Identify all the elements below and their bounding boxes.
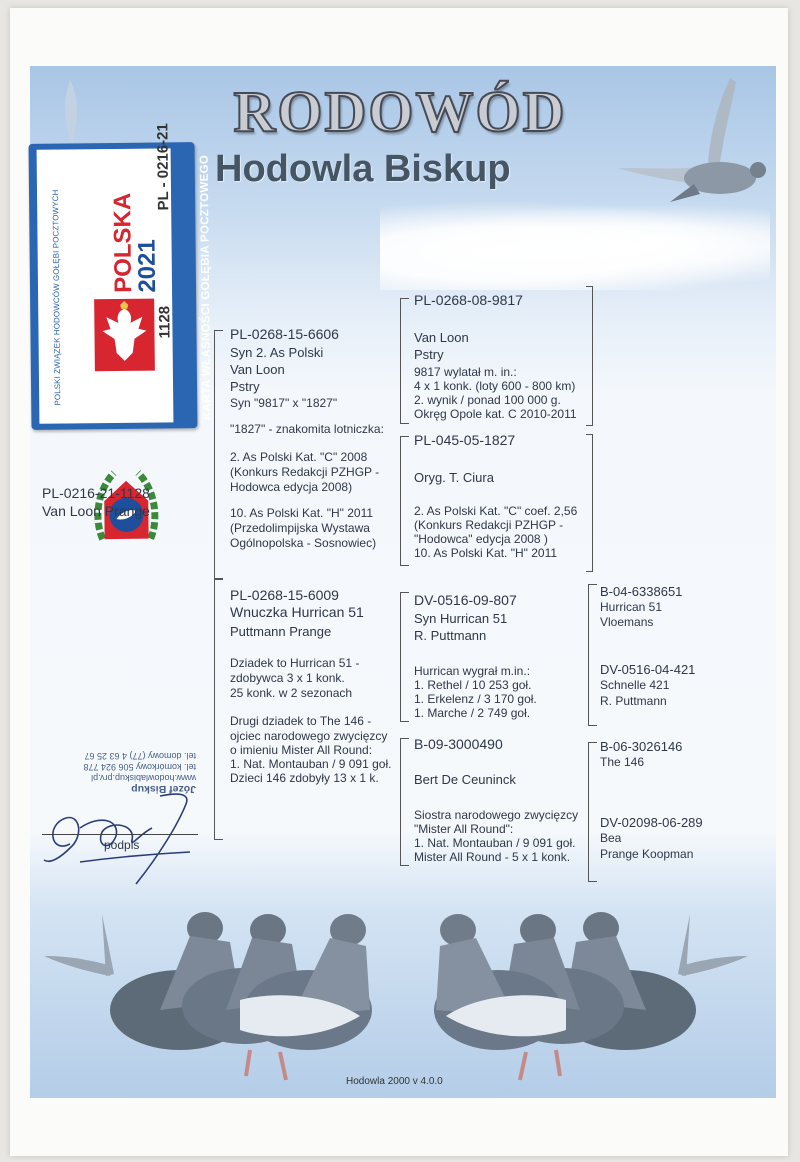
ff-line: Pstry bbox=[414, 347, 444, 362]
mm-ring: B-09-3000490 bbox=[414, 736, 503, 752]
father-note: (Przedolimpijska Wystawa bbox=[230, 521, 370, 535]
card-association: POLSKI ZWIĄZEK HODOWCÓW GOŁĘBI POCZTOWYCH bbox=[50, 189, 63, 406]
father-line: Syn "9817" x "1827" bbox=[230, 396, 338, 410]
mother-note: o imieniu Mister All Round: bbox=[230, 743, 373, 757]
stamp-url: www.hodowlabiskup.prv.pl bbox=[91, 773, 196, 783]
mfm-line: Schnelle 421 bbox=[600, 678, 670, 692]
signature-scribble-icon bbox=[40, 784, 200, 890]
bracket-fm-right bbox=[586, 434, 593, 572]
bracket-mother bbox=[214, 578, 223, 840]
bracket-mf bbox=[400, 592, 409, 722]
page-title: RODOWÓD bbox=[233, 79, 567, 144]
wing-decoration-icon bbox=[58, 78, 88, 148]
ownership-card bbox=[29, 123, 214, 430]
father-note: 2. As Polski Kat. "C" 2008 bbox=[230, 450, 368, 464]
mf-line: 1. Marche / 2 749 goł. bbox=[414, 706, 531, 720]
bracket-ff bbox=[400, 298, 409, 424]
mother-note: 25 konk. w 2 sezonach bbox=[230, 686, 353, 700]
mother-note: ojciec narodowego zwycięzcy bbox=[230, 729, 388, 743]
pigeons-illustration-icon bbox=[30, 880, 776, 1100]
father-note: (Konkurs Redakcji PZHGP - bbox=[230, 465, 380, 479]
fm-ring: PL-045-05-1827 bbox=[414, 432, 516, 448]
mf-line: Syn Hurrican 51 bbox=[414, 611, 508, 626]
mmm-line: Prange Koopman bbox=[600, 847, 694, 861]
father-line: Van Loon bbox=[230, 362, 285, 377]
bird-name: Van Loon Prange bbox=[42, 503, 150, 519]
fm-line: Oryg. T. Ciura bbox=[414, 470, 494, 485]
card-number: 1128 bbox=[156, 305, 174, 339]
mff-ring: B-04-6338651 bbox=[600, 584, 683, 599]
card-title: KARTA WŁASNOŚCI GOŁĘBIA POCZTOWEGO bbox=[198, 154, 214, 421]
signature-label: podpis bbox=[104, 838, 140, 852]
bracket-mf-right bbox=[588, 584, 597, 726]
fm-line: 10. As Polski Kat. "H" 2011 bbox=[414, 546, 558, 560]
card-year: 2021 bbox=[133, 239, 162, 293]
father-line: Syn 2. As Polski bbox=[230, 345, 324, 360]
mf-line: 1. Erkelenz / 3 170 goł. bbox=[414, 692, 537, 706]
stamp-mobile: tel. komórkowy 506 924 778 bbox=[83, 762, 196, 772]
mf-line: Hurrican wygrał m.in.: bbox=[414, 664, 531, 678]
mmm-line: Bea bbox=[600, 831, 622, 845]
mmm-ring: DV-02098-06-289 bbox=[600, 815, 703, 830]
mm-line: Siostra narodowego zwycięzcy bbox=[414, 808, 579, 822]
bracket-father bbox=[214, 330, 223, 580]
father-line: Pstry bbox=[230, 379, 260, 394]
software-version: Hodowla 2000 v 4.0.0 bbox=[346, 1076, 443, 1087]
mm-line: Mister All Round - 5 x 1 konk. bbox=[414, 850, 571, 864]
mother-note: Dziadek to Hurrican 51 - bbox=[230, 656, 360, 670]
ff-line: 4 x 1 konk. (loty 600 - 800 km) bbox=[414, 379, 576, 393]
ff-line: 2. wynik / ponad 100 000 g. bbox=[414, 393, 561, 407]
stamp-phone: tel. domowy (77) 4 63 25 67 bbox=[84, 751, 196, 761]
bracket-fm bbox=[400, 436, 409, 566]
mother-line: Wnuczka Hurrican 51 bbox=[230, 604, 364, 620]
mother-note: Dzieci 146 zdobyły 13 x 1 k. bbox=[230, 771, 379, 785]
mff-line: Vloemans bbox=[600, 615, 654, 629]
mmf-line: The 146 bbox=[600, 755, 645, 769]
bracket-mm bbox=[400, 738, 409, 866]
father-note: Ogólnopolska - Sosnowiec) bbox=[230, 536, 377, 550]
mother-note: Drugi dziadek to The 146 - bbox=[230, 714, 372, 728]
mm-line: "Mister All Round": bbox=[414, 822, 514, 836]
bracket-ff-right bbox=[586, 286, 593, 426]
ff-line: Okręg Opole kat. C 2010-2011 bbox=[414, 407, 577, 421]
card-ring: PL - 0216-21 bbox=[154, 123, 173, 211]
mother-note: zdobywca 3 x 1 konk. bbox=[230, 671, 345, 685]
mf-line: 1. Rethel / 10 253 goł. bbox=[414, 678, 532, 692]
bird-ring: PL-0216-21-1128 bbox=[42, 485, 150, 501]
father-note: "1827" - znakomita lotniczka: bbox=[230, 422, 384, 436]
mother-note: 1. Nat. Montauban / 9 091 goł. bbox=[230, 757, 392, 771]
bracket-mm-right bbox=[588, 742, 597, 882]
mf-line: R. Puttmann bbox=[414, 628, 487, 643]
signature-line bbox=[42, 834, 198, 835]
mf-ring: DV-0516-09-807 bbox=[414, 592, 517, 608]
ff-line: 9817 wylatał m. in.: bbox=[414, 365, 517, 379]
stamp-name: Józef Biskup bbox=[131, 783, 196, 795]
mother-line: Puttmann Prange bbox=[230, 624, 332, 639]
breeder-title: Hodowla Biskup bbox=[215, 148, 511, 190]
father-note: 10. As Polski Kat. "H" 2011 bbox=[230, 506, 374, 520]
fm-line: 2. As Polski Kat. "C" coef. 2,56 bbox=[414, 504, 578, 518]
ff-line: Van Loon bbox=[414, 330, 469, 345]
mfm-line: R. Puttmann bbox=[600, 694, 667, 708]
fm-line: (Konkurs Redakcji PZHGP - bbox=[414, 518, 564, 532]
father-ring: PL-0268-15-6606 bbox=[230, 326, 339, 342]
mmf-ring: B-06-3026146 bbox=[600, 739, 683, 754]
mff-line: Hurrican 51 bbox=[600, 600, 663, 614]
mm-line: 1. Nat. Montauban / 9 091 goł. bbox=[414, 836, 576, 850]
mfm-ring: DV-0516-04-421 bbox=[600, 662, 696, 677]
ff-ring: PL-0268-08-9817 bbox=[414, 292, 523, 308]
flying-pigeon-icon bbox=[610, 74, 770, 224]
polish-eagle-icon bbox=[94, 299, 155, 372]
card-country: POLSKA bbox=[109, 192, 138, 294]
mother-ring: PL-0268-15-6009 bbox=[230, 587, 339, 603]
mm-line: Bert De Ceuninck bbox=[414, 772, 516, 787]
fm-line: "Hodowca" edycja 2008 ) bbox=[414, 532, 548, 546]
father-note: Hodowca edycja 2008) bbox=[230, 480, 353, 494]
